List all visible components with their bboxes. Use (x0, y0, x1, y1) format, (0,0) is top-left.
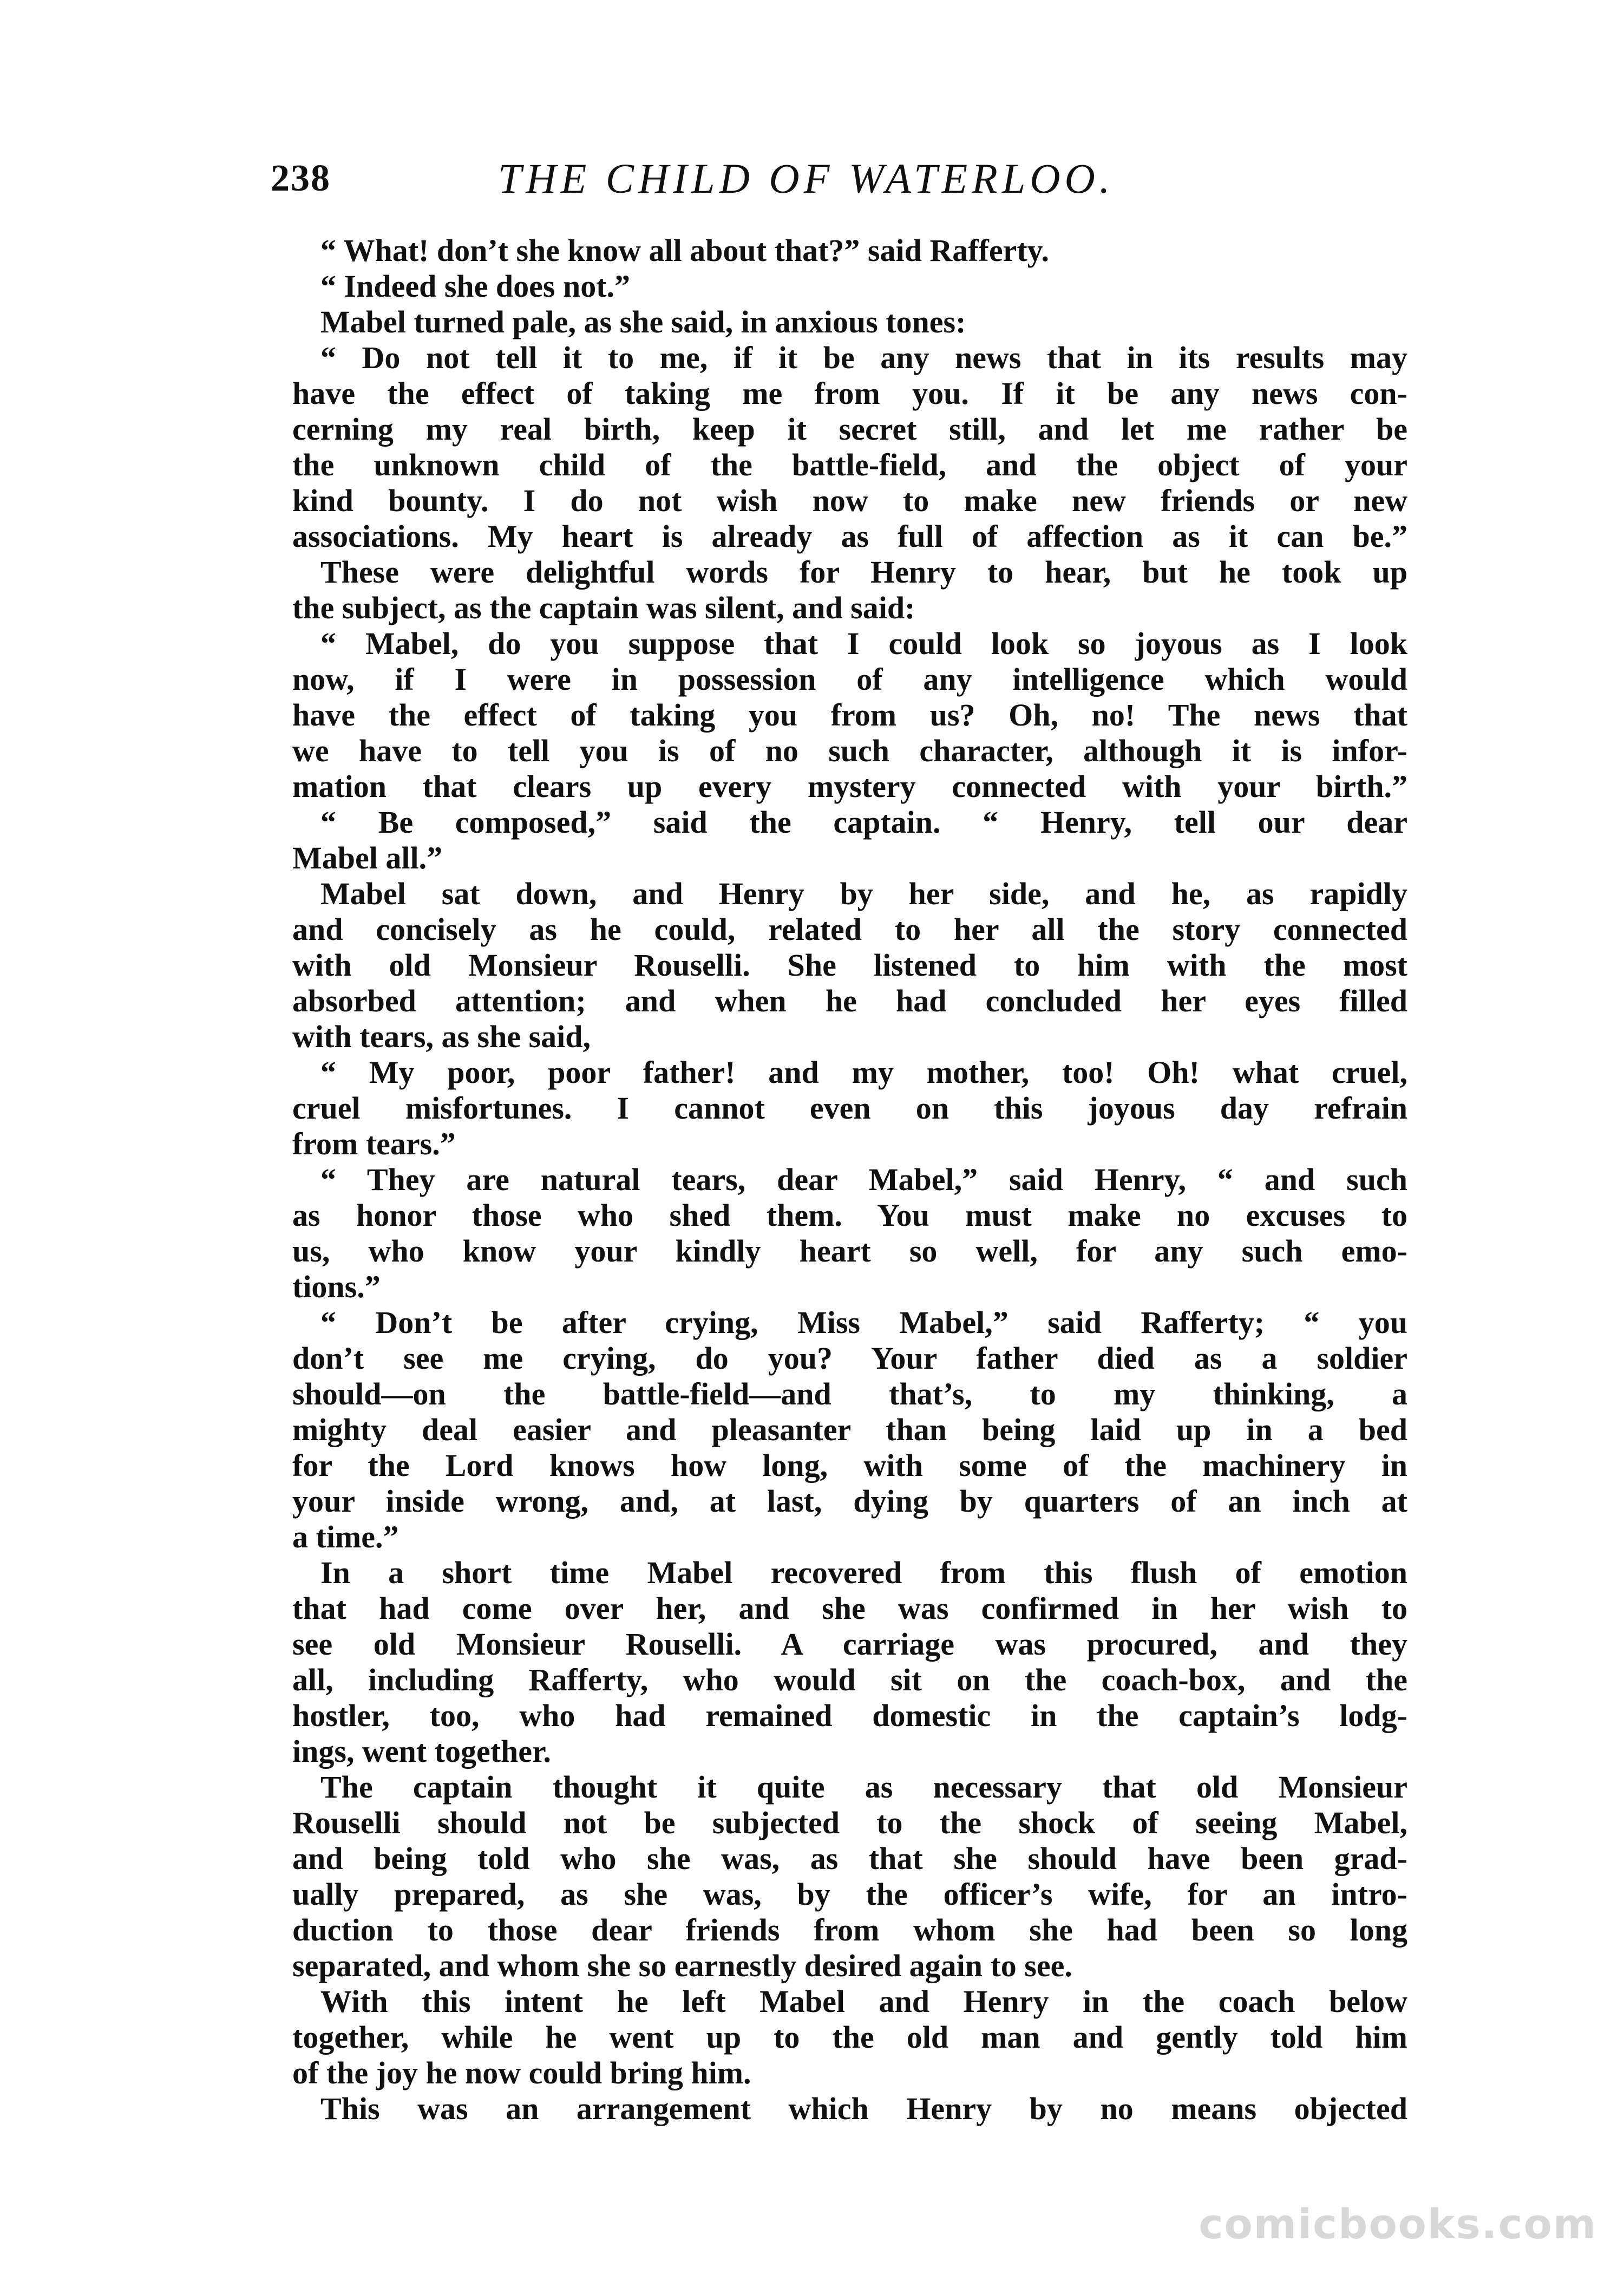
text-line: cruel misfortunes. I cannot even on this joyous day refrain (292, 1090, 1407, 1126)
text-line: “ Be composed,” said the captain. “ Henry, tell our dear (320, 805, 1407, 840)
text-line: with old Monsieur Rouselli. She listened to him with the most (292, 948, 1407, 983)
text-line: the subject, as the captain was silent, and said: (292, 590, 915, 625)
running-head (271, 146, 1418, 211)
text-line: Mabel turned pale, as she said, in anxious tones: (320, 304, 966, 339)
text-line: With this intent he left Mabel and Henry in the coach below (320, 1984, 1407, 2019)
text-line: should—on the battle-field—and that’s, to my thinking, a (292, 1376, 1407, 1412)
page-number: 238 (271, 158, 331, 199)
text-line: cerning my real birth, keep it secret still, and let me rather be (292, 411, 1407, 447)
text-line: hostler, too, who had remained domestic in the captain’s lodg- (292, 1698, 1407, 1733)
text-line: “ Indeed she does not.” (320, 269, 631, 304)
text-line: Rouselli should not be subjected to the shock of seeing Mabel, (292, 1805, 1407, 1840)
text-line: all, including Rafferty, who would sit on the coach-box, and the (292, 1662, 1407, 1697)
text-line: “ What! don’t she know all about that?” said Rafferty. (320, 233, 1049, 268)
text-line: ings, went together. (292, 1734, 551, 1769)
text-line: see old Monsieur Rouselli. A carriage was procured, and they (292, 1626, 1407, 1662)
text-line: “ My poor, poor father! and my mother, too! Oh! what cruel, (320, 1055, 1407, 1090)
text-line: “ Mabel, do you suppose that I could look so joyous as I look (320, 626, 1407, 661)
text-line: tions.” (292, 1269, 381, 1304)
text-line: as honor those who shed them. You must make no excuses to (292, 1198, 1407, 1233)
text-line: the unknown child of the battle-field, and the object of your (292, 447, 1407, 482)
text-line: your inside wrong, and, at last, dying by quarters of an inch at (292, 1484, 1407, 1519)
text-line: for the Lord knows how long, with some of the machinery in (292, 1448, 1407, 1483)
text-line: that had come over her, and she was confirmed in her wish to (292, 1591, 1407, 1626)
text-line: and being told who she was, as that she should have been grad- (292, 1841, 1407, 1876)
text-line: separated, and whom she so earnestly desired again to see. (292, 1948, 1072, 1983)
text-line: from tears.” (292, 1126, 456, 1161)
text-line: In a short time Mabel recovered from this flush of emotion (320, 1555, 1407, 1590)
text-line: now, if I were in possession of any intelligence which would (292, 662, 1407, 697)
text-line: associations. My heart is already as full of affection as it can be.” (292, 519, 1407, 554)
text-line: “ Don’t be after crying, Miss Mabel,” said Rafferty; “ you (320, 1305, 1407, 1340)
book-title: THE CHILD OF WATERLOO. (498, 155, 1115, 202)
text-line: absorbed attention; and when he had concluded her eyes filled (292, 983, 1407, 1018)
text-line: of the joy he now could bring him. (292, 2055, 751, 2090)
text-line: and concisely as he could, related to her all the story connected (292, 912, 1407, 947)
text-line: kind bounty. I do not wish now to make new friends or new (292, 483, 1407, 518)
text-line: The captain thought it quite as necessary that old Monsieur (320, 1769, 1407, 1805)
text-line: “ They are natural tears, dear Mabel,” said Henry, “ and such (320, 1162, 1407, 1197)
text-line: mation that clears up every mystery connected with your birth.” (292, 769, 1407, 804)
text-line: don’t see me crying, do you? Your father died as a soldier (292, 1341, 1407, 1376)
text-line: This was an arrangement which Henry by no means objected (320, 2091, 1407, 2126)
text-line: have the effect of taking me from you. If it be any news con- (292, 376, 1407, 411)
text-line: Mabel sat down, and Henry by her side, and he, as rapidly (320, 876, 1407, 911)
text-line: mighty deal easier and pleasanter than being laid up in a bed (292, 1412, 1407, 1447)
text-line: have the effect of taking you from us? Oh, no! The news that (292, 697, 1407, 733)
text-line: a time.” (292, 1519, 399, 1554)
text-line: ually prepared, as she was, by the officer’s wife, for an intro- (292, 1877, 1407, 1912)
text-line: together, while he went up to the old man and gently told him (292, 2020, 1407, 2055)
watermark: comicbooks.com (1199, 2200, 1597, 2248)
text-line: us, who know your kindly heart so well, for any such emo- (292, 1233, 1407, 1269)
text-line: duction to those dear friends from whom she had been so long (292, 1912, 1407, 1948)
text-line: with tears, as she said, (292, 1019, 591, 1054)
body-text (292, 233, 1407, 2127)
text-line: These were delightful words for Henry to hear, but he took up (320, 554, 1407, 590)
text-line: we have to tell you is of no such character, although it is infor- (292, 733, 1407, 768)
text-line: “ Do not tell it to me, if it be any news that in its results may (320, 340, 1407, 375)
text-line: Mabel all.” (292, 840, 443, 875)
